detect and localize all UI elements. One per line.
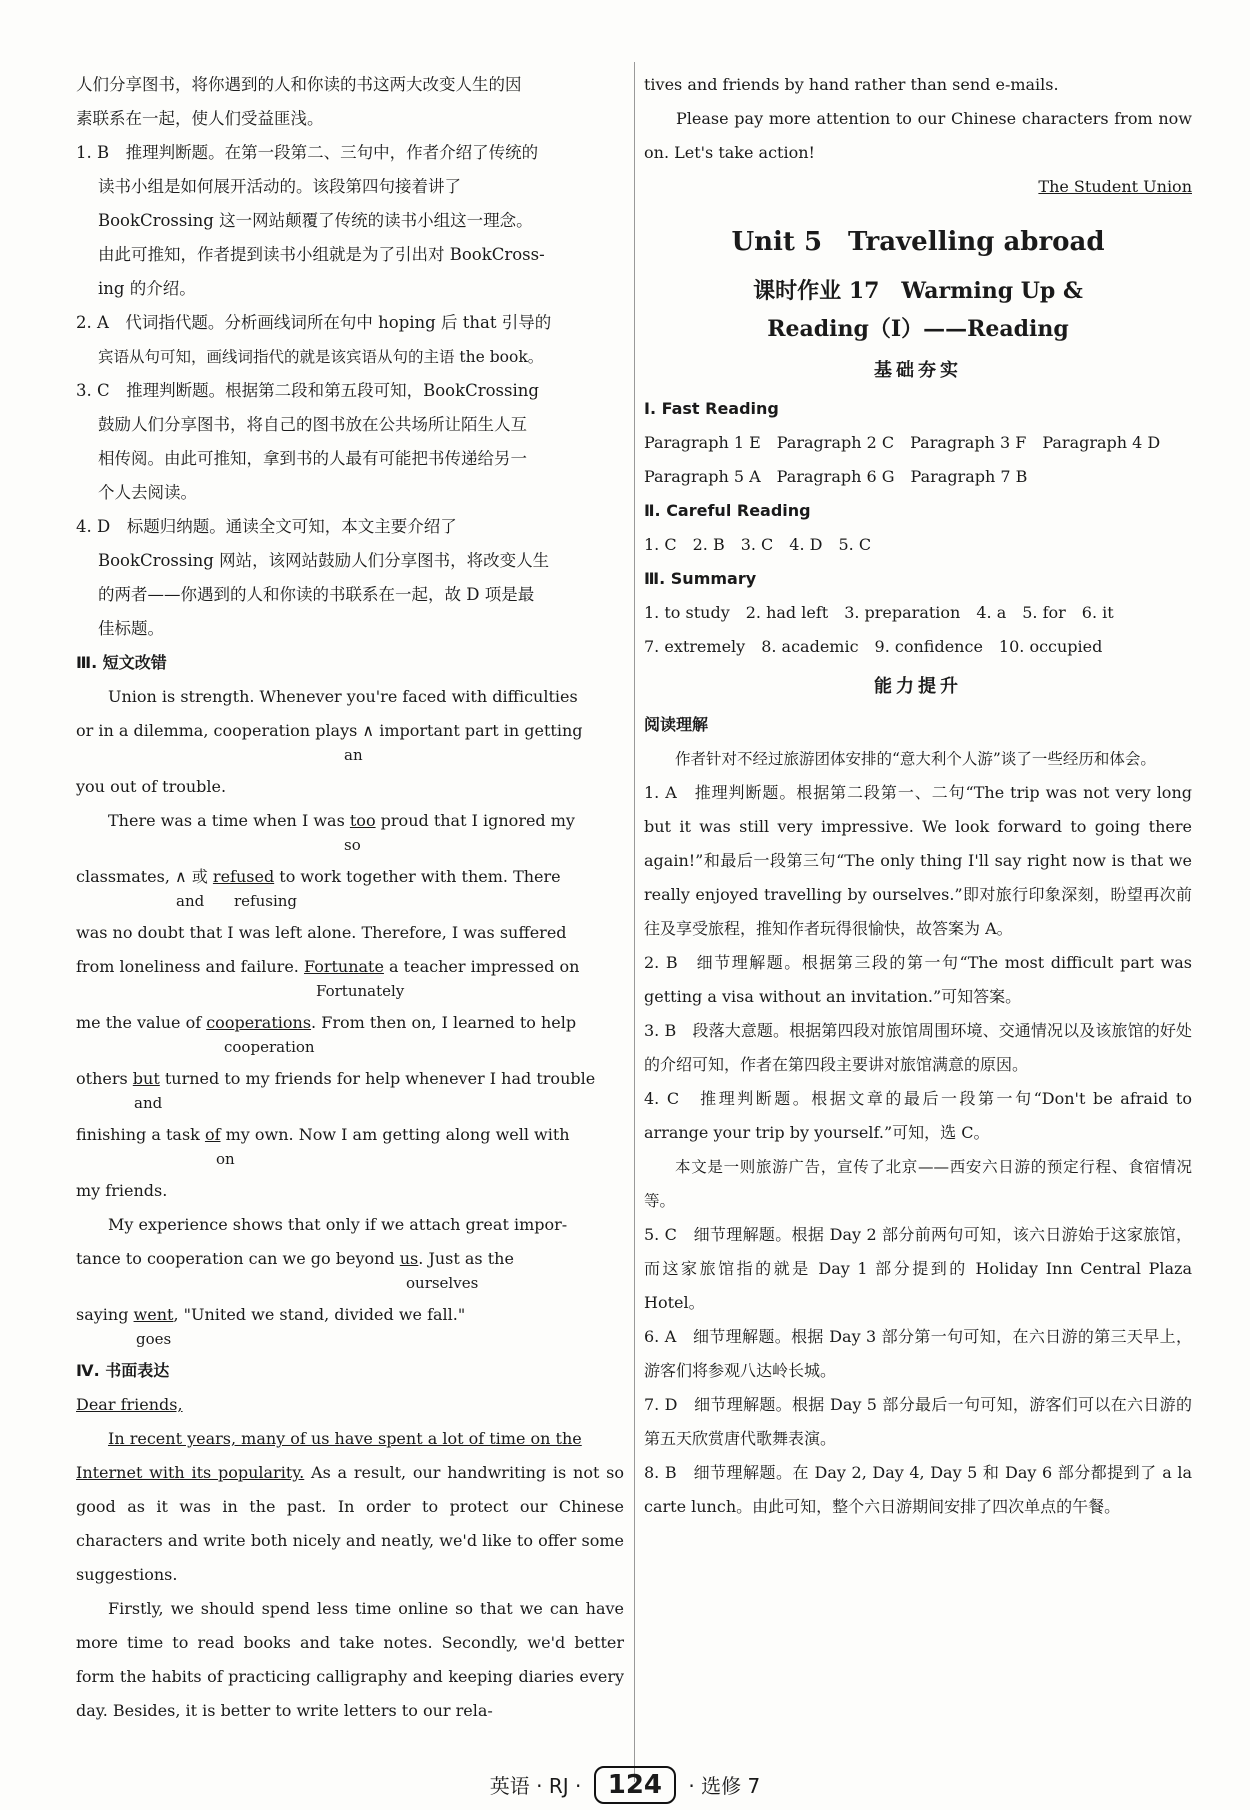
correction-mark: Fortunately <box>316 982 405 1000</box>
correction-mark: on <box>216 1150 235 1168</box>
answer-3: 3. C 推理判断题。根据第二段和第五段可知，BookCrossing 鼓励人们分享图书，将自己的图书放在公共场所让陌生人互 相传阅。由此可推知，拿到书的人最有可能把书传递给另一 个人去阅读。 <box>76 381 539 502</box>
answer-1: 1. B 推理判断题。在第一段第二、三句中，作者介绍了传统的 读书小组是如何展开活动的。该段第四句接着讲了 BookCrossing 这一网站颠覆了传统的读书小组这一理念。 由此可推知，作者提到读书小组就是为了引出对 BookCross- ing 的介绍。 <box>76 143 545 298</box>
answer-2: 2. A 代词指代题。分析画线词所在句中 hoping 后 that 引导的 宾语从句可知，画线词指代的就是该宾语从句的主语 the book。 <box>76 313 552 366</box>
page-footer <box>0 1766 1250 1804</box>
lesson-title: 课时作业 17 Warming Up & <box>753 278 1083 304</box>
correction-mark: refusing <box>234 892 298 910</box>
footer-volume: · 选修 7 <box>688 1774 761 1798</box>
page-number: 124 <box>594 1766 676 1804</box>
answer: 4. C 推理判断题。根据文章的最后一段第一句“Don't be afraid to arrange your trip by yourself.”可知，选 C。 <box>644 1089 1192 1142</box>
left-column <box>76 68 624 1728</box>
unit-title: Unit 5 Travelling abroad <box>731 227 1105 257</box>
section-title: 阅读理解 <box>644 715 709 734</box>
section-title: Ⅰ. Fast Reading <box>644 399 779 418</box>
right-column: tives and friends by hand rather than send e-mails. Please pay more attention to our Chinese characters from now on. Let's take action! The Student Union Unit 5 Travelling abroad 课时作业 17 Warming Up & Reading（Ⅰ）——Reading 基础夯实 Ⅰ. Fast Reading Paragraph 1 E Paragraph 2 C Paragraph 3 F Paragraph 4 D Paragraph 5 A Paragraph 6 G Paragraph 7 B Ⅱ. Careful Reading 1. C 2. B 3. C 4. D 5. C Ⅲ. Summary 1. to study 2. had left 3. preparation 4. a 5. for 6. it 7. extremely 8. academic 9. confidence 10. occupied 能力提升 阅读理解 作者针对不经过旅游团体安排的“意大利个人游”谈了一些经历和体会。 1. A 推理判断题。根据第二段第一、二句“The trip was not very long but it was still very impressive. We look forward to going there again!”和最后一段第三句“The only thing I'll say right now is that we really enjoyed travelling by ourselves.”即对旅行印象深刻，盼望再次前往及享受旅程，推知作者玩得很愉快，故答案为 A。 2. B 细节理解题。根据第三段的第一句“The most difficult part was getting a visa without an invitation.”可知答案。 3. B 段落大意题。根据第四段对旅馆周围环境、交通情况以及该旅馆的好处的介绍可知，作者在第四段主要讲对旅馆满意的原因。 4. C 推理判断题。根据文章的最后一段第一句“Don't be afraid to arrange your trip by yourself.”可知，选 C。 本文是一则旅游广告，宣传了北京——西安六日游的预定行程、食宿情况等。 5. C 细节理解题。根据 Day 2 部分前两句可知，该六日游始于这家旅馆，而这家旅馆指的就是 Day 1 部分提到的 Holiday Inn Central Plaza Hotel。 6. A 细节理解题。根据 Day 3 部分第一句可知，在六日游的第三天早上，游客们将参观八达岭长城。 7. D 细节理解题。根据 Day 5 部分最后一句可知，游客们可以在六日游的第五天欣赏唐代歌舞表演。 8. B 细节理解题。在 Day 2, Day 4, Day 5 和 Day 6 部分都提到了 a la carte lunch。由此可知，整个六日游期间安排了四次单点的午餐。 <box>644 68 1192 1524</box>
correction-mark: an <box>344 746 363 764</box>
answer: 7. D 细节理解题。根据 Day 5 部分最后一句可知，游客们可以在六日游的第五天欣赏唐代歌舞表演。 <box>644 1395 1192 1448</box>
correction-mark: cooperation <box>224 1038 315 1056</box>
answer: 1. A 推理判断题。根据第二段第一、二句“The trip was not very long but it was still very impressive. We look forward to going there again!”和最后一段第三句“The only thing I'll say right now is that we really enjoyed travelling by ourselves.”即对旅行印象深刻，盼望再次前往及享受旅程，推知作者玩得很愉快，故答案为 A。 <box>644 783 1192 938</box>
answer: 8. B 细节理解题。在 Day 2, Day 4, Day 5 和 Day 6 部分都提到了 a la carte lunch。由此可知，整个六日游期间安排了四次单点的午餐。 <box>644 1463 1192 1516</box>
answer: 3. B 段落大意题。根据第四段对旅馆周围环境、交通情况以及该旅馆的好处的介绍可知，作者在第四段主要讲对旅馆满意的原因。 <box>644 1021 1192 1074</box>
section-title: Ⅲ. 短文改错 <box>76 653 167 672</box>
correction-mark: and <box>134 1094 163 1112</box>
section-title: Ⅲ. Summary <box>644 569 757 588</box>
answer: 5. C 细节理解题。根据 Day 2 部分前两句可知，该六日游始于这家旅馆，而这家旅馆指的就是 Day 1 部分提到的 Holiday Inn Central Plaza Hotel。 <box>644 1225 1192 1312</box>
correction-mark: goes <box>136 1330 172 1348</box>
error-correction: Union is strength. Whenever you're faced with difficulties or in a dilemma, cooperation plays ∧ important part in getting an you out of trouble. There was a time when I was too proud that I ignored my so classmates, ∧ 或 refused to work together with them. There and refusing was no doubt that I was left alone. Therefore, I was suffered from loneliness and failure. Fortunate a teacher impressed on Fortunately me the value of cooperations. From then on, I learned to help cooperation others but turned to my friends for help whenever I had trouble and finishing a task of my own. Now I am getting along well with on my friends. My experience shows that only if we attach great impor- tance to cooperation can we go beyond us. Just as the ourselves saying went, "United we stand, divided we fall." goes <box>76 687 596 1348</box>
band-title: 基础夯实 <box>874 360 962 381</box>
answer: 2. B 细节理解题。根据第三段的第一句“The most difficult part was getting a visa without an invitation.”可知答案。 <box>644 953 1192 1006</box>
passage-intro: 作者针对不经过旅游团体安排的“意大利个人游”谈了一些经历和体会。 <box>675 750 1156 768</box>
band-title: 能力提升 <box>874 676 962 697</box>
correction-mark: so <box>344 836 361 854</box>
intro-line: 人们分享图书，将你遇到的人和你读的书这两大改变人生的因 <box>76 75 522 94</box>
answer: 6. A 细节理解题。根据 Day 3 部分第一句可知，在六日游的第三天早上，游客们将参观八达岭长城。 <box>644 1327 1192 1380</box>
intro-line: 素联系在一起，使人们受益匪浅。 <box>76 109 324 128</box>
footer-subject: 英语 · RJ · <box>489 1774 582 1798</box>
column-divider <box>634 62 635 1782</box>
writing-letter: Dear friends, In recent years, many of us have spent a lot of time on the Internet with its popularity. As a result, our handwriting is not so good as it was in the past. In order to protect our Chinese characters and write both nicely and neatly, we'd like to offer some suggestions. Firstly, we should spend less time online so that we can have more time to read books and take notes. Secondly, we'd better form the habits of practicing calligraphy and keeping diaries every day. Besides, it is better to write letters to our rela- <box>76 1395 624 1720</box>
correction-mark: ourselves <box>406 1274 479 1292</box>
section-title: Ⅱ. Careful Reading <box>644 501 811 520</box>
lesson-title: Reading（Ⅰ）——Reading <box>767 316 1069 342</box>
correction-mark: and <box>176 892 205 910</box>
section-title: Ⅳ. 书面表达 <box>76 1361 170 1380</box>
signature: The Student Union <box>1038 177 1192 196</box>
answer-4: 4. D 标题归纳题。通读全文可知，本文主要介绍了 BookCrossing 网站，该网站鼓励人们分享图书，将改变人生 的两者——你遇到的人和你读的书联系在一起，故 D 项是最 佳标题。 <box>76 517 550 638</box>
passage-intro: 本文是一则旅游广告，宣传了北京——西安六日游的预定行程、食宿情况等。 <box>644 1158 1192 1210</box>
